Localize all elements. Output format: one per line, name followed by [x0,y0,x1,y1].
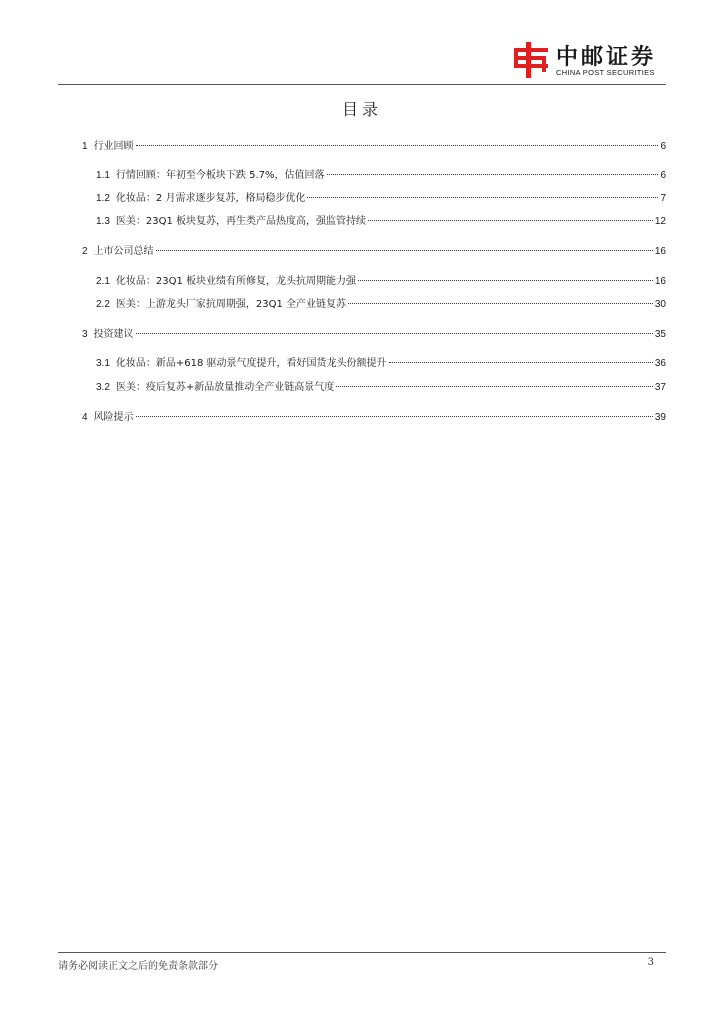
toc-entry-number: 1 [82,141,88,152]
toc-entry-label: 医美：疫后复苏+新品放量推动全产业链高景气度 [115,382,335,393]
toc-entry-number: 1.3 [96,216,110,227]
toc-entry-label: 行业回顾 [93,141,134,152]
toc-dot-leader [336,386,653,387]
logo-chinese-name: 中邮证券 [556,45,657,70]
toc-entry-page: 37 [654,382,666,393]
toc-entry-label: 投资建议 [93,329,134,340]
toc-entry-number: 2.1 [96,276,110,287]
toc-entry-2-2[interactable] [96,297,666,313]
toc-entry-page: 36 [654,358,666,369]
toc-entry-number: 1.1 [96,170,110,181]
toc-entry-label: 医美：23Q1 板块复苏，再生类产品热度高，强监管持续 [115,216,367,227]
china-post-logo-icon [512,42,552,78]
toc-entry-number: 3.2 [96,382,110,393]
logo-english-name: CHINA POST SECURITIES [556,68,655,77]
company-logo [512,42,672,80]
toc-entry-1-2[interactable] [96,191,666,207]
toc-entry-3-2[interactable] [96,380,666,396]
toc-entry-number: 4 [82,412,88,423]
toc-dot-leader [307,197,658,198]
toc-entry-page: 35 [654,329,666,340]
toc-dot-leader [348,303,653,304]
toc-entry-3-1[interactable] [96,356,666,372]
toc-entry-1-3[interactable] [96,214,666,230]
toc-entry-page: 39 [654,412,666,423]
toc-entry-3[interactable] [82,327,666,343]
toc-dot-leader [327,174,659,175]
toc-entry-page: 6 [660,170,666,181]
toc-entry-label: 化妆品：23Q1 板块业绩有所修复，龙头抗周期能力强 [115,276,357,287]
toc-entry-2[interactable] [82,244,666,260]
toc-entry-1-1[interactable] [96,168,666,184]
toc-entry-label: 风险提示 [93,412,134,423]
toc-dot-leader [136,416,653,417]
toc-entry-number: 1.2 [96,193,110,204]
toc-entry-4[interactable] [82,410,666,426]
toc-entry-page: 16 [654,246,666,257]
toc-entry-label: 上市公司总结 [93,246,154,257]
toc-entry-page: 6 [660,141,666,152]
page-number: 3 [647,957,654,968]
toc-entry-label: 化妆品：新品+618 驱动景气度提升，看好国货龙头份额提升 [115,358,387,369]
toc-dot-leader [389,362,653,363]
toc-entry-page: 12 [654,216,666,227]
toc-entry-page: 30 [654,299,666,310]
toc-dot-leader [136,145,659,146]
toc-entry-label: 行情回顾：年初至今板块下跌 5.7%，估值回落 [115,170,325,181]
footer-disclaimer: 请务必阅读正文之后的免责条款部分 [58,961,218,972]
header-divider [58,84,666,85]
toc-entry-page: 7 [660,193,666,204]
toc-entry-number: 2 [82,246,88,257]
page-header [0,0,724,86]
toc-dot-leader [368,220,653,221]
footer-divider [58,952,666,953]
toc-entry-label: 医美：上游龙头厂家抗周期强，23Q1 全产业链复苏 [115,299,347,310]
toc-dot-leader [136,333,653,334]
toc-entry-number: 3.1 [96,358,110,369]
toc-dot-leader [358,280,653,281]
toc-dot-leader [156,250,653,251]
toc-entry-label: 化妆品：2 月需求逐步复苏，格局稳步优化 [115,193,306,204]
toc-entry-1[interactable] [82,139,666,155]
toc-title: 目录 [341,100,382,119]
toc-entry-2-1[interactable] [96,274,666,290]
toc-entry-number: 2.2 [96,299,110,310]
toc-entry-page: 16 [654,276,666,287]
toc-entry-number: 3 [82,329,88,340]
